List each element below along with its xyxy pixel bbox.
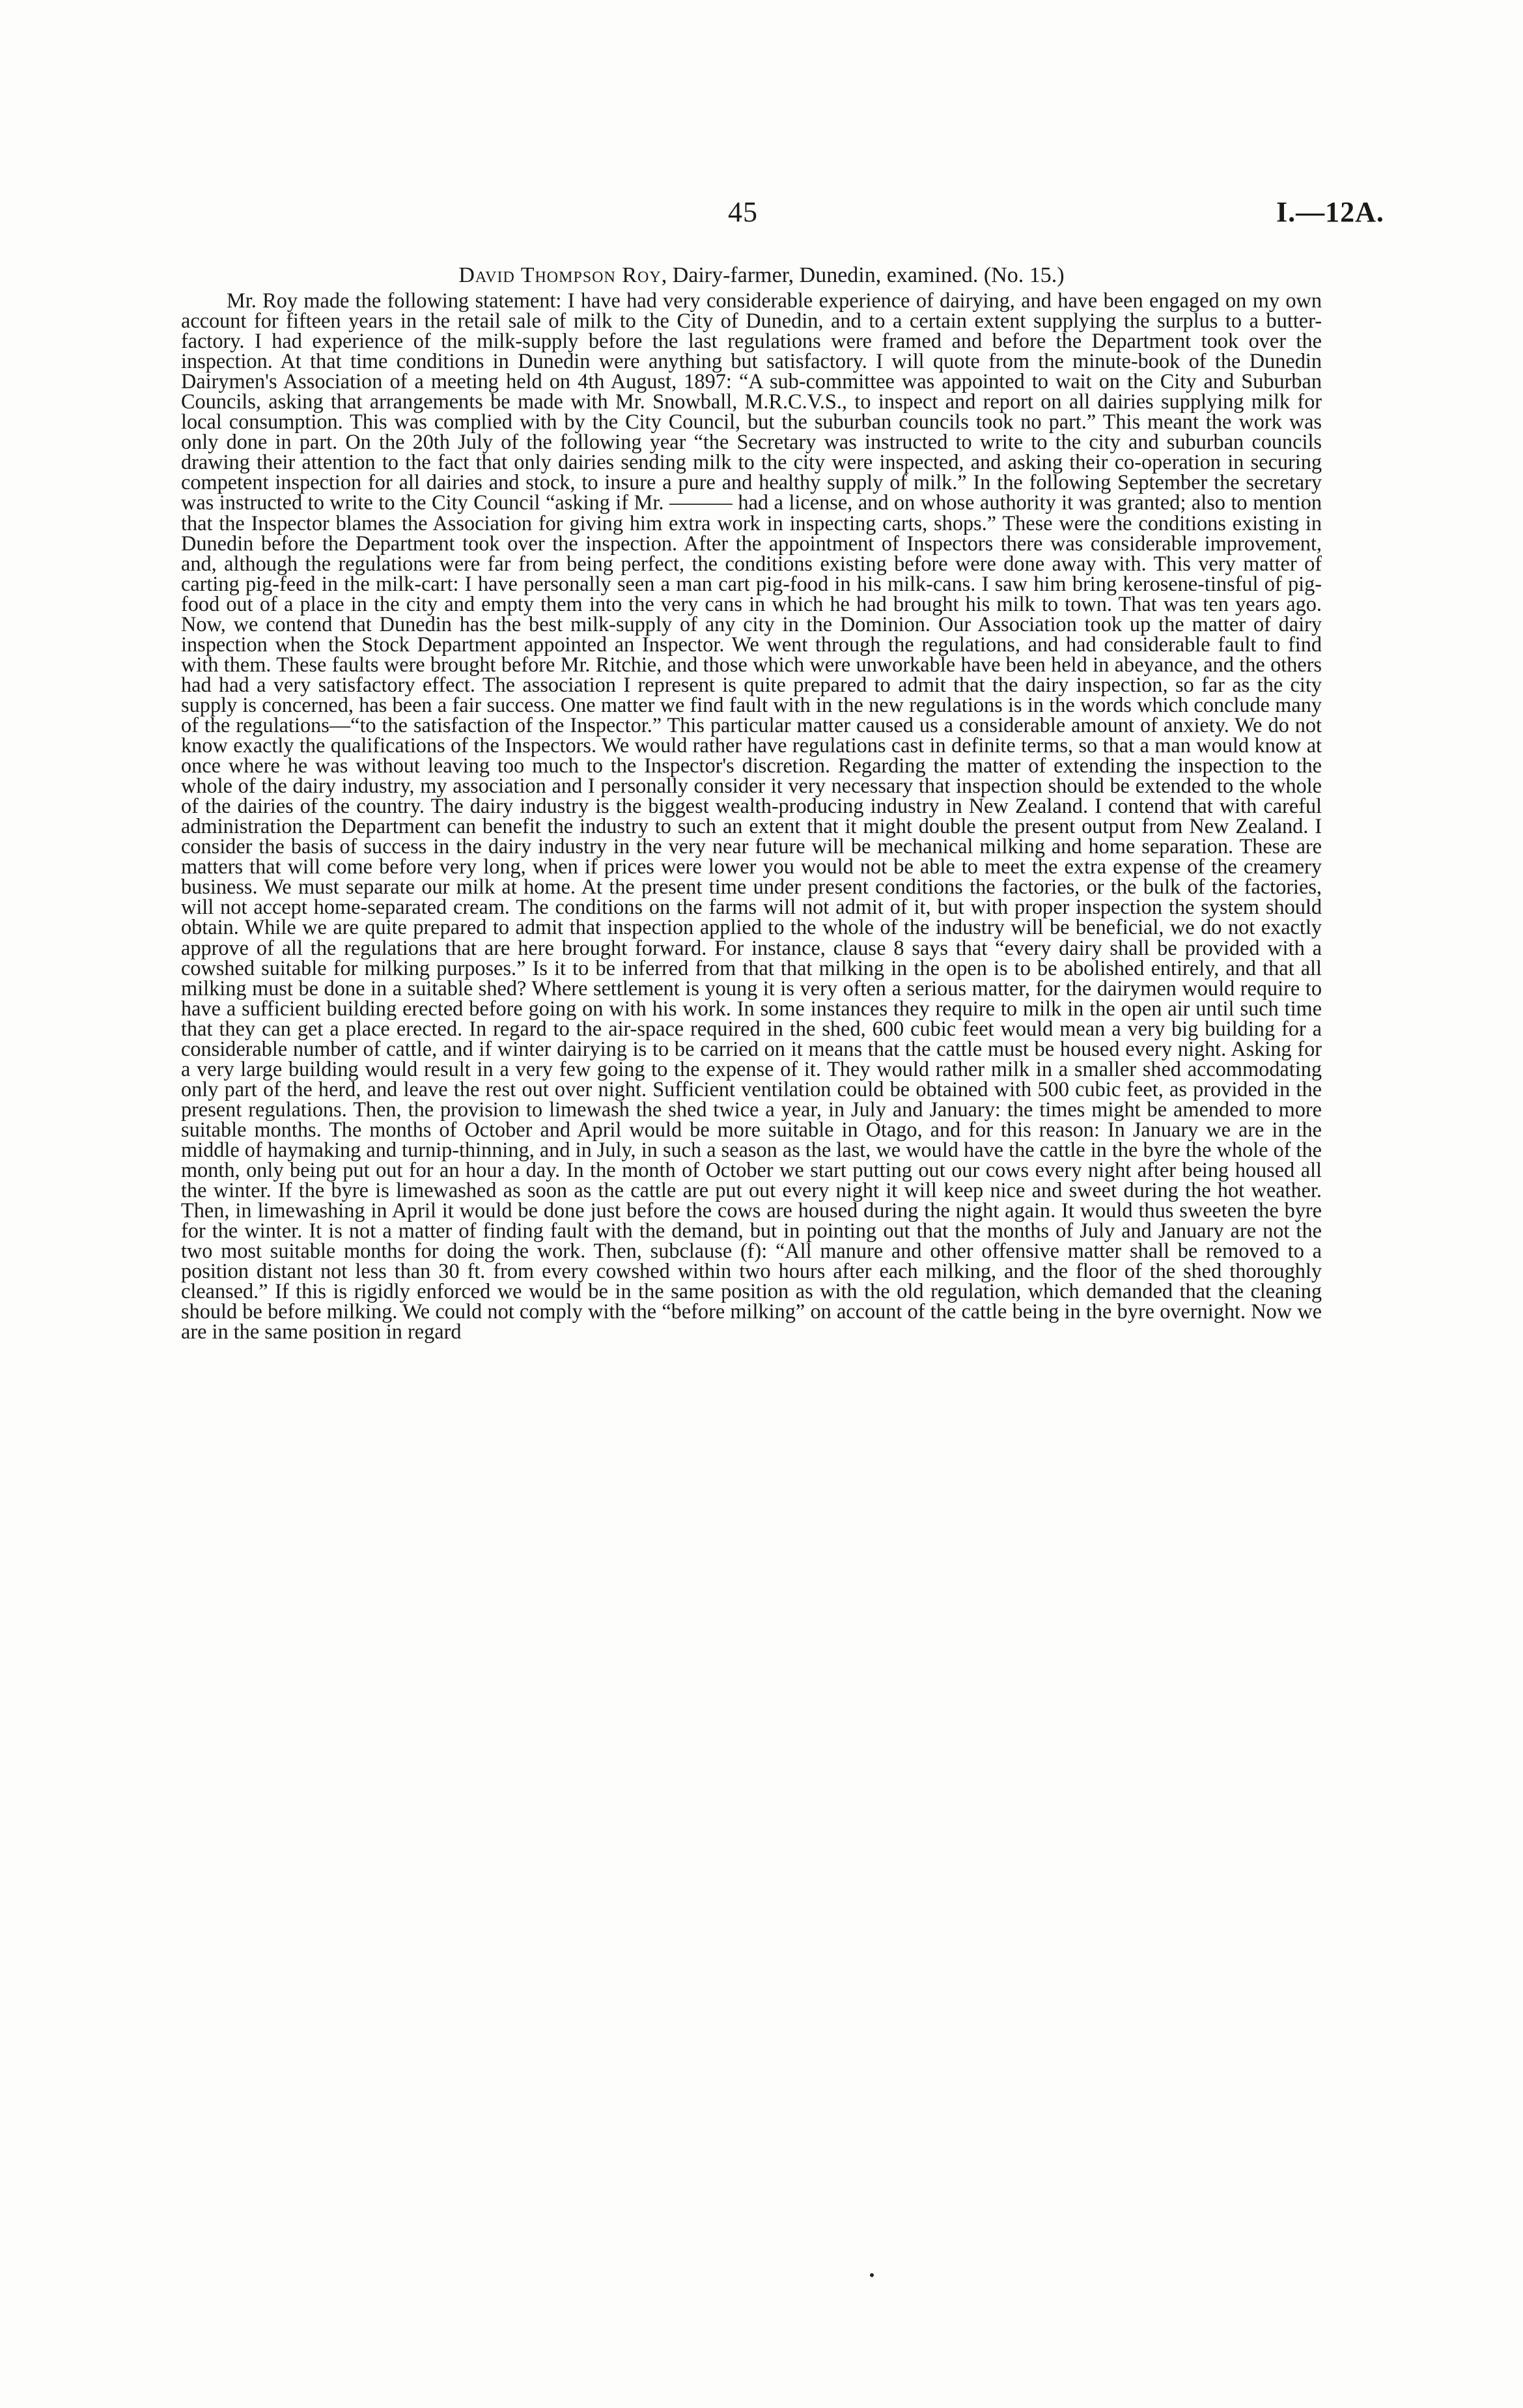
document-reference: I.—12A.: [1276, 196, 1384, 228]
statement-paragraph: Mr. Roy made the following statement: I have had very considerable experience of dairying, and have been engaged on my own account for fifteen years in the retail sale of milk to the City of Dunedin, and to a certain extent supplying the surplus to a butter-factory. I had experience of the milk-supply before the last regulations were framed and before the Department took over the inspection. At that time conditions in Dunedin were anything but satisfactory. I will quote from the minute-book of the Dunedin Dairymen's Association of a meeting held on 4th August, 1897: “A sub-committee was appointed to wait on the City and Suburban Councils, asking that arrangements be made with Mr. Snowball, M.R.C.V.S., to inspect and report on all dairies supplying milk for local consumption. This was complied with by the City Council, but the suburban councils took no part.” This meant the work was only done in part. On the 20th July of the following year “the Secretary was instructed to write to the city and suburban councils drawing their attention to the fact that only dairies sending milk to the city were inspected, and asking their co-operation in securing competent inspection for all dairies and stock, to insure a pure and healthy supply of milk.” In the following September the secretary was instructed to write to the City Council “asking if Mr. ——— had a license, and on whose authority it was granted; also to mention that the Inspector blames the Association for giving him extra work in inspecting carts, shops.” These were the conditions existing in Dunedin before the Department took over the inspection. After the appointment of Inspectors there was considerable improvement, and, although the regulations were far from being perfect, the conditions existing before were done away with. This very matter of carting pig-feed in the milk-cart: I have personally seen a man cart pig-food in his milk-cans. I saw him bring kerosene-tinsful of pig-food out of a place in the city and empty them into the very cans in which he had brought his milk to town. That was ten years ago. Now, we contend that Dunedin has the best milk-supply of any city in the Dominion. Our Association took up the matter of dairy inspection when the Stock Department appointed an Inspector. We went through the regulations, and had considerable fault to find with them. These faults were brought before Mr. Ritchie, and those which were unworkable have been held in abeyance, and the others had had a very satisfactory effect. The association I represent is quite prepared to admit that the dairy inspection, so far as the city supply is concerned, has been a fair success. One matter we find fault with in the new regulations is in the words which conclude many of the regulations—“to the satisfaction of the Inspector.” This particular matter caused us a considerable amount of anxiety. We do not know exactly the qualifications of the Inspectors. We would rather have regulations cast in definite terms, so that a man would know at once where he was without leaving too much to the Inspector's discretion. Regarding the matter of extending the inspection to the whole of the dairy industry, my association and I personally consider it very necessary that inspection should be extended to the whole of the dairies of the country. The dairy industry is the biggest wealth-producing industry in New Zealand. I contend that with careful administration the Department can benefit the industry to such an extent that it might double the present output from New Zealand. I consider the basis of success in the dairy industry in the very near future will be mechanical milking and home separation. These are matters that will come before very long, when if prices were lower you would not be able to meet the extra expense of the creamery business. We must separate our milk at home. At the present time under present conditions the factories, or the bulk of the factories, will not accept home-separated cream. The conditions on the farms will not admit of it, but with proper inspection the system should obtain. While we are quite prepared to admit that inspection applied to the whole of the industry will be beneficial, we do not exactly approve of all the regulations that are here brought forward. For instance, clause 8 says that “every dairy shall be provided with a cowshed suitable for milking purposes.” Is it to be inferred from that that milking in the open is to be abolished entirely, and that all milking must be done in a suitable shed? Where settlement is young it is very often a serious matter, for the dairymen would require to have a sufficient building erected before going on with his work. In some instances they require to milk in the open air until such time that they can get a place erected. In regard to the air-space required in the shed, 600 cubic feet would mean a very big building for a considerable number of cattle, and if winter dairying is to be carried on it means that the cattle must be housed every night. Asking for a very large building would result in a very few going to the expense of it. They would rather milk in a smaller shed accommodating only part of the herd, and leave the rest out over night. Sufficient ventilation could be obtained with 500 cubic feet, as provided in the present regulations. Then, the provision to limewash the shed twice a year, in July and January: the times might be amended to more suitable months. The months of October and April would be more suitable in Otago, and for this reason: In January we are in the middle of haymaking and turnip-thinning, and in July, in such a season as the last, we would have the cattle in the byre the whole of the month, only being put out for an hour a day. In the month of October we start putting out our cows every night after being housed all the winter. If the byre is limewashed as soon as the cattle are put out every night it will keep nice and sweet during the hot weather. Then, in limewashing in April it would be done just before the cows are housed during the night again. It would thus sweeten the byre for the winter. It is not a matter of finding fault with the demand, but in pointing out that the months of July and January are not the two most suitable months for doing the work. Then, subclause (f): “All manure and other offensive matter shall be removed to a position distant not less than 30 ft. from every cowshed within two hours after each milking, and the floor of the shed thoroughly cleansed.” If this is rigidly enforced we would be in the same position as with the old regulation, which demanded that the cleaning should be before milking. We could not comply with the “before milking” on account of the cattle being in the byre overnight. Now we are in the same position in regard: [181, 289, 1322, 1344]
page-number: 45: [728, 196, 758, 228]
statement-body: [181, 290, 1322, 1342]
witness-description: , Dairy-farmer, Dunedin, examined. (No. 15.): [661, 263, 1065, 287]
witness-heading: [0, 263, 1523, 288]
page-dot: [870, 2273, 874, 2277]
witness-name: David Thompson Roy: [458, 263, 662, 287]
